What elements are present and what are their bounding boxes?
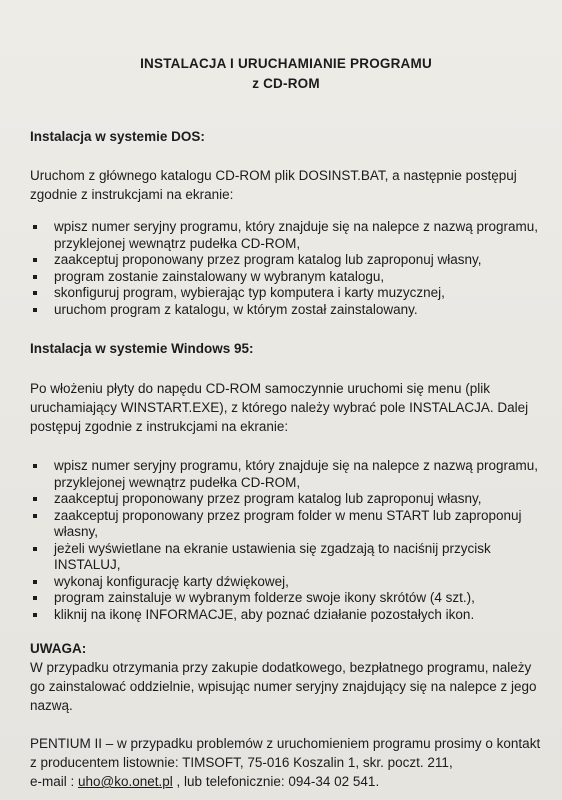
email-link[interactable]: uho@ko.onet.pl — [78, 774, 173, 789]
list-item: jeżeli wyświetlane na ekranie ustawienia się zgadzają to naciśnij przycisk INSTALUJ, — [30, 541, 542, 574]
win95-steps-list — [30, 458, 542, 623]
dos-steps-list — [30, 219, 542, 318]
warning-text: W przypadku otrzymania przy zakupie dodatkowego, bezpłatnego programu, należy go zainstalować oddzielnie, wpisując numer seryjny znajdujący się na nalepce z jego nazwą. — [30, 660, 537, 713]
win95-intro: Po włożeniu płyty do napędu CD-ROM samoczynnie uruchomi się menu (plik uruchamiający WINSTART.EXE), z którego należy wybrać pole INSTALACJA. Dalej postępuj zgodnie z instrukcjami na ekranie: — [30, 381, 529, 434]
win95-heading: Instalacja w systemie Windows 95: — [30, 341, 254, 356]
list-item: zaakceptuj proponowany przez program katalog lub zaproponuj własny, — [30, 491, 542, 508]
list-item: skonfiguruj program, wybierając typ komputera i karty muzycznej, — [30, 285, 542, 302]
email-label: e-mail : — [30, 774, 79, 789]
list-item: uruchom program z katalogu, w którym został zainstalowany. — [30, 302, 542, 319]
contact-block — [30, 734, 542, 791]
list-item: wpisz numer seryjny programu, który znajduje się na nalepce z nazwą programu, przyklejonej wewnątrz pudełka CD-ROM, — [30, 458, 542, 491]
contact-line: PENTIUM II – w przypadku problemów z uruchomieniem programu prosimy o kontakt z producentem listownie: TIMSOFT, 75-016 Koszalin 1, skr. poczt. 211, — [30, 736, 541, 770]
list-item: kliknij na ikonę INFORMACJE, aby poznać działanie pozostałych ikon. — [30, 607, 542, 624]
list-item: wykonaj konfigurację karty dźwiękowej, — [30, 574, 542, 591]
title-line-1: INSTALACJA I URUCHAMIANIE PROGRAMU — [140, 56, 432, 71]
list-item: program zostanie zainstalowany w wybranym katalogu, — [30, 269, 542, 286]
list-item: wpisz numer seryjny programu, który znajduje się na nalepce z nazwą programu, przyklejonej wewnątrz pudełka CD-ROM, — [30, 219, 542, 252]
title-line-2: z CD-ROM — [252, 76, 320, 91]
document-title — [30, 54, 542, 94]
warning-heading: UWAGA: — [30, 641, 87, 656]
phone-text: , lub telefonicznie: 094-34 02 541. — [172, 774, 380, 789]
list-item: zaakceptuj proponowany przez program katalog lub zaproponuj własny, — [30, 252, 542, 269]
dos-heading: Instalacja w systemie DOS: — [30, 129, 205, 144]
list-item: zaakceptuj proponowany przez program folder w menu START lub zaproponuj własny, — [30, 508, 542, 541]
list-item: program zainstaluje w wybranym folderze swoje ikony skrótów (4 szt.), — [30, 590, 542, 607]
dos-intro: Uruchom z głównego katalogu CD-ROM plik DOSINST.BAT, a następnie postępuj zgodnie z instrukcjami na ekranie: — [30, 168, 517, 202]
contact-email-line — [30, 772, 542, 791]
